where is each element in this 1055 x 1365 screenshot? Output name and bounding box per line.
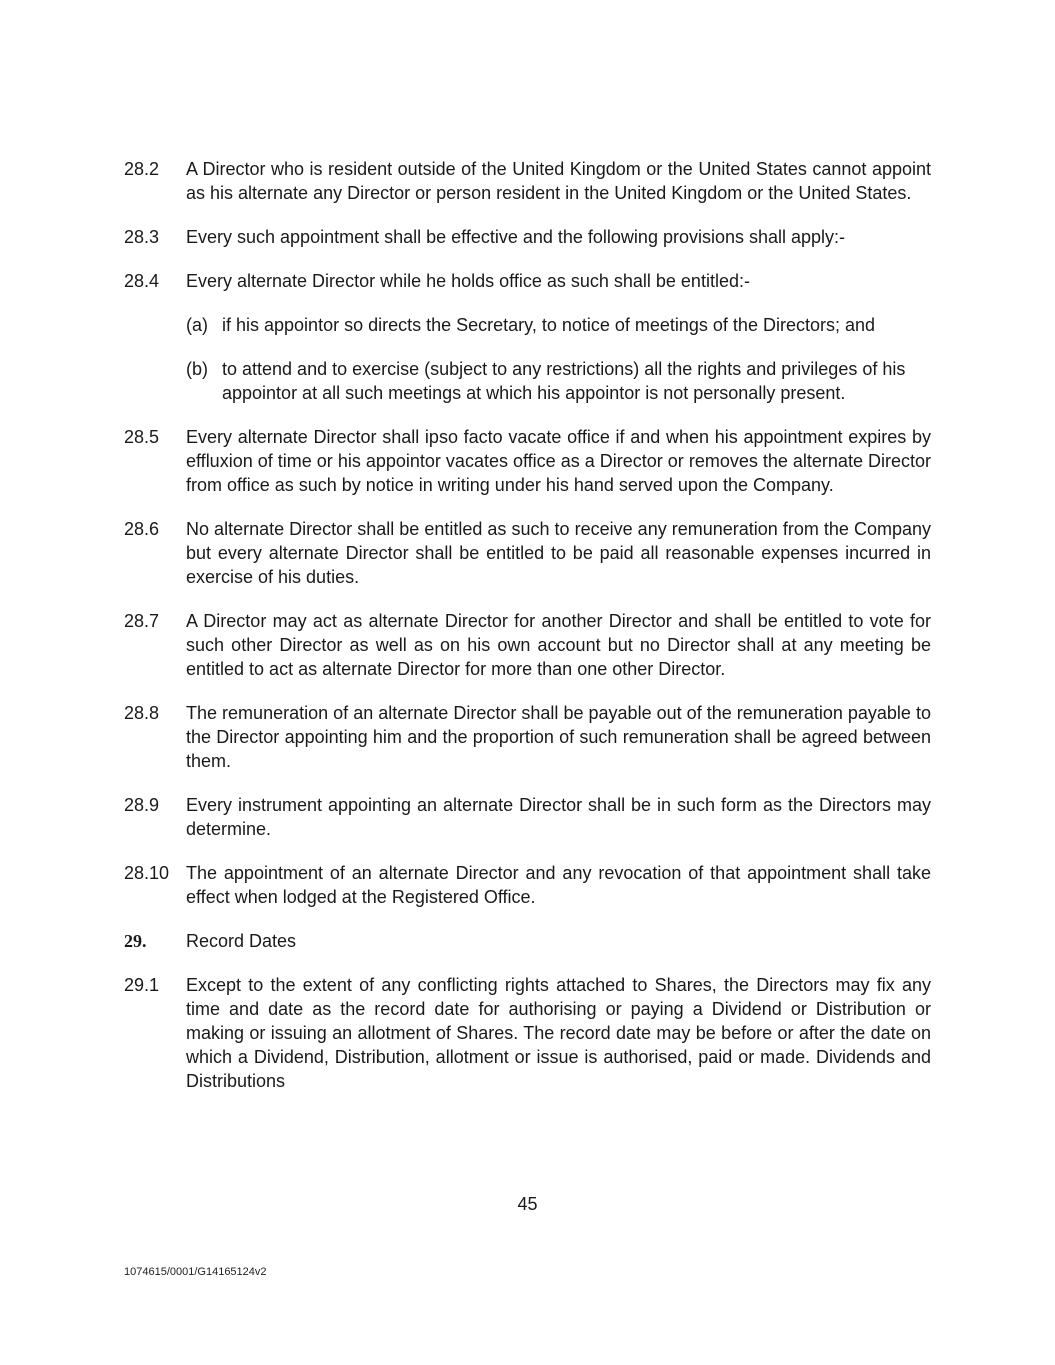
clause-text: A Director who is resident outside of the United Kingdom or the United States cannot appoint as his alternate any Director or person resident in the United Kingdom or the United States. (186, 159, 931, 203)
clause-text: A Director may act as alternate Director for another Director and shall be entitled to vote for such other Director as well as on his own account but no Director shall at any meeting be entitled to act as alternate Director for more than one other Director. (186, 611, 931, 679)
clause-number: 28.8 (124, 703, 160, 723)
clause-28-6 (124, 517, 931, 589)
clause-28-2 (124, 157, 931, 205)
section-heading-29 (124, 929, 931, 953)
clause-text: Except to the extent of any conflicting rights attached to Shares, the Directors may fix any time and date as the record date for authorising or paying a Dividend or Distribution or making or issuing an allotment of Shares. The record date may be before or after the date on which a Dividend, Distribution, allotment or issue is authorised, paid or made. Dividends and Distributions (186, 975, 931, 1091)
clause-number: 28.10 (124, 863, 170, 883)
clause-text: Every alternate Director shall ipso facto vacate office if and when his appointment expires by effluxion of time or his appointor vacates office as a Director or removes the alternate Director from office as such by notice in writing under his hand served upon the Company. (186, 427, 931, 495)
clause-28-5 (124, 425, 931, 497)
clause-text: Every such appointment shall be effective and the following provisions shall apply:- (186, 227, 846, 247)
clause-28-9 (124, 793, 931, 841)
page-body (124, 157, 931, 1113)
clause-number: 28.6 (124, 519, 160, 539)
section-number: 29. (124, 931, 147, 951)
section-title: Record Dates (186, 931, 297, 951)
clause-28-4 (124, 269, 931, 293)
subclause-number: (a) (186, 315, 208, 335)
subclause-b (186, 357, 931, 405)
subclause-number: (b) (186, 359, 208, 379)
clause-number: 28.2 (124, 159, 160, 179)
clause-number: 28.3 (124, 227, 160, 247)
clause-28-10 (124, 861, 931, 909)
clause-text: The remuneration of an alternate Director shall be payable out of the remuneration payable to the Director appointing him and the proportion of such remuneration shall be agreed between them. (186, 703, 931, 771)
clause-number: 28.5 (124, 427, 160, 447)
clause-number: 28.9 (124, 795, 160, 815)
clause-text: No alternate Director shall be entitled as such to receive any remuneration from the Company but every alternate Director shall be entitled to be paid all reasonable expenses incurred in exercise of his duties. (186, 519, 931, 587)
clause-number: 28.7 (124, 611, 160, 631)
page-number: 45 (517, 1194, 538, 1214)
clause-text: The appointment of an alternate Director and any revocation of that appointment shall take effect when lodged at the Registered Office. (186, 863, 931, 907)
clause-28-7 (124, 609, 931, 681)
clause-text: Every instrument appointing an alternate Director shall be in such form as the Directors may determine. (186, 795, 931, 839)
subclause-text: if his appointor so directs the Secretary, to notice of meetings of the Directors; and (222, 315, 875, 335)
clause-29-1 (124, 973, 931, 1093)
clause-28-8 (124, 701, 931, 773)
clause-text: Every alternate Director while he holds office as such shall be entitled:- (186, 271, 750, 291)
clause-number: 29.1 (124, 975, 160, 995)
subclause-a (186, 313, 931, 337)
document-reference: 1074615/0001/G14165124v2 (124, 1266, 267, 1278)
clause-number: 28.4 (124, 271, 160, 291)
clause-28-3 (124, 225, 931, 249)
subclause-text: to attend and to exercise (subject to any restrictions) all the rights and privileges of his appointor at all such meetings at which his appointor is not personally present. (222, 359, 906, 403)
